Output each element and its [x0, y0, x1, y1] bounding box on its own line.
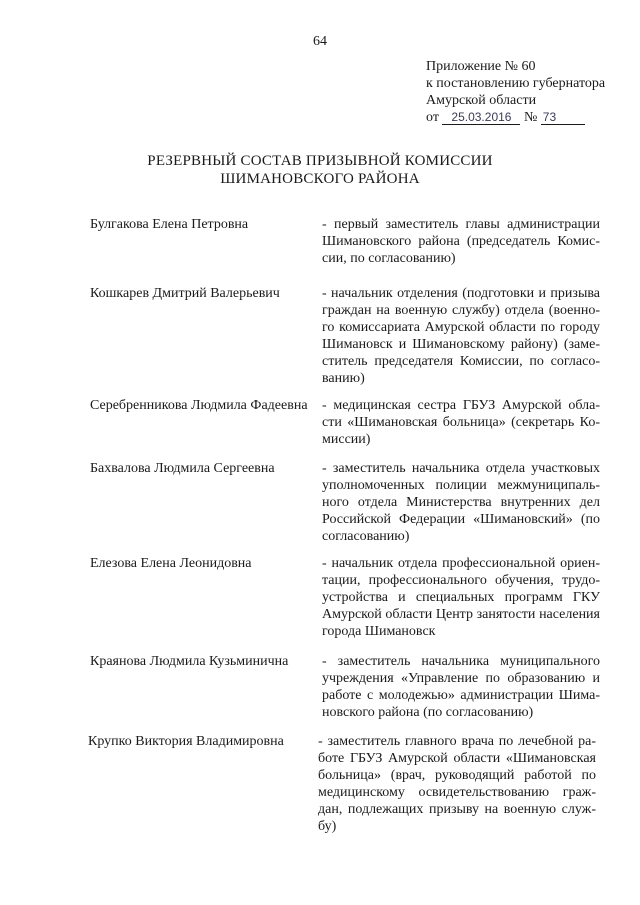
member-role — [322, 285, 600, 387]
role-line: ститель председателя Комиссии, по согласо- — [322, 354, 600, 369]
role-line: - заместитель начальника отдела участковых — [322, 461, 600, 476]
member-role — [322, 397, 600, 448]
document-title — [0, 152, 640, 188]
role-line: Шимановск и Шимановскому району) (заме- — [322, 337, 600, 352]
role-line: дан, подлежащих призыву на военную служ- — [318, 802, 596, 817]
member-role — [322, 460, 600, 545]
appendix-title: Приложение № 60 — [426, 59, 536, 74]
member-name: Кошкарев Дмитрий Валерьевич — [90, 286, 280, 301]
role-line: медицинскому освидетельствованию граж- — [318, 785, 596, 800]
role-line: - первый заместитель главы администрации — [322, 217, 600, 232]
member-name: Краянова Людмила Кузьминична — [90, 654, 289, 669]
title-line-1: РЕЗЕРВНЫЙ СОСТАВ ПРИЗЫВНОЙ КОМИССИИ — [147, 153, 493, 169]
role-line: уполномоченных полиции межмуниципаль- — [322, 478, 600, 493]
role-line: больница» (врач, руководящий работой по — [318, 768, 596, 783]
role-line: ного отдела Министерства внутренних дел — [322, 495, 600, 510]
appendix-region: Амурской области — [426, 93, 537, 108]
role-line: го комиссариата Амурской области по городу — [322, 320, 600, 335]
member-name: Елезова Елена Леонидовна — [90, 556, 252, 571]
role-line: Амурской области Центр занятости населения — [322, 607, 600, 622]
role-line: новского района (по согласованию) — [322, 705, 534, 720]
number-prefix: № — [523, 110, 538, 125]
member-name: Крупко Виктория Владимировна — [88, 734, 284, 749]
member-name: Серебренникова Людмила Фадеевна — [90, 398, 308, 413]
appendix-block — [426, 58, 626, 126]
role-line: города Шимановск — [322, 624, 436, 639]
role-line: миссии) — [322, 432, 371, 447]
role-line: сии, по согласованию) — [322, 251, 456, 266]
role-line: граждан на военную службу) отдела (военно- — [322, 303, 600, 318]
role-line: тации, профессионального обучения, трудо- — [322, 573, 600, 588]
member-role — [322, 555, 600, 640]
role-line: - начальник отделения (подготовки и призыва — [322, 286, 600, 301]
role-line: сти «Шимановская больница» (секретарь Ко- — [322, 415, 600, 430]
role-line: ванию) — [322, 371, 365, 386]
role-line: Шимановского района (председатель Комис- — [322, 234, 600, 249]
appendix-reference: к постановлению губернатора — [426, 76, 606, 91]
role-line: - заместитель начальника муниципального — [322, 654, 600, 669]
role-line: бу) — [318, 819, 337, 834]
title-line-2: ШИМАНОВСКОГО РАЙОНА — [220, 171, 420, 187]
decree-number: 73 — [541, 111, 585, 125]
role-line: - начальник отдела профессиональной ориен- — [322, 556, 600, 571]
role-line: - медицинская сестра ГБУЗ Амурской обла- — [322, 398, 600, 413]
role-line: - заместитель главного врача по лечебной ра- — [318, 734, 596, 749]
member-role — [322, 653, 600, 721]
member-role — [322, 216, 600, 267]
role-line: согласованию) — [322, 529, 410, 544]
member-role — [318, 733, 596, 835]
role-line: работе с молодежью» администрации Шима- — [322, 688, 600, 703]
role-line: учреждения «Управление по образованию и — [322, 671, 600, 686]
appendix-date-line — [426, 109, 626, 126]
page-number: 64 — [313, 34, 327, 49]
role-line: Российской Федерации «Шимановский» (по — [322, 512, 600, 527]
member-name: Бахвалова Людмила Сергеевна — [90, 461, 275, 476]
date-prefix: от — [426, 110, 439, 125]
role-line: устройства и специальных программ ГКУ — [322, 590, 600, 605]
decree-date: 25.03.2016 — [442, 111, 520, 125]
member-name: Булгакова Елена Петровна — [90, 217, 249, 232]
role-line: боте ГБУЗ Амурской области «Шимановская — [318, 751, 596, 766]
